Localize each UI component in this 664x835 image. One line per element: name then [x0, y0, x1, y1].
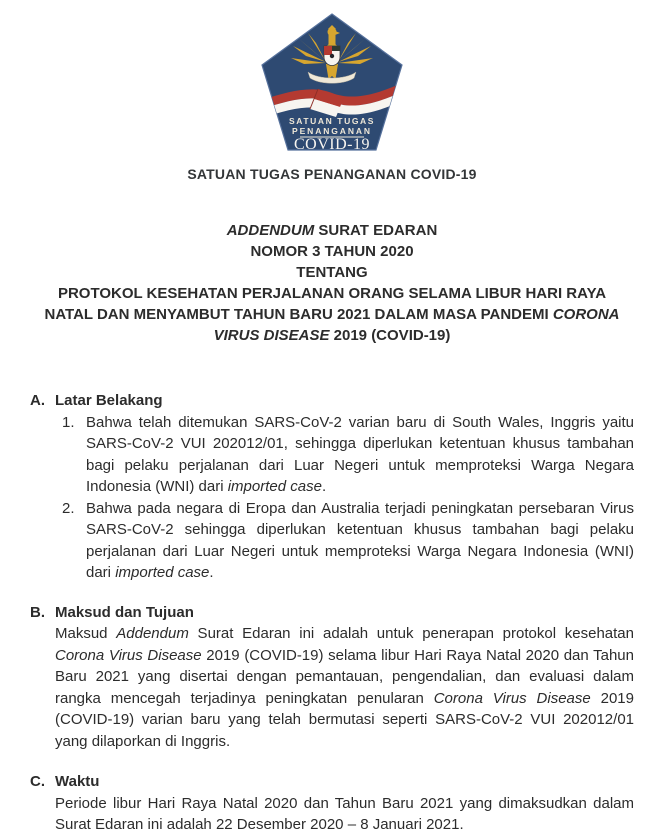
covid-task-force-logo-icon [256, 12, 408, 154]
title-line-5: NATAL DAN MENYAMBUT TAHUN BARU 2021 DALAM MASA PANDEMI CORONA [44, 306, 620, 323]
logo-caption: SATUAN TUGAS PENANGANAN COVID-19 [187, 166, 477, 182]
section-c-paragraph: Periode libur Hari Raya Natal 2020 dan Tahun Baru 2021 yang dimaksudkan dalam Surat Edaran ini adalah 22 Desember 2020 – 8 Januari 2021. [55, 794, 634, 833]
section-waktu [30, 771, 634, 835]
logo-header [30, 0, 634, 183]
list-item-2-text: Bahwa pada negara di Eropa dan Australia terjadi peningkatan persebaran Virus SARS-CoV-2 sehingga diperlukan ketentuan khusus tambahan bagi pelaku perjalanan dari Luar Negeri untuk memproteksi Warga Negara Indonesia (WNI) dari imported case. [86, 499, 634, 581]
logo-text-covid19: COVID-19 [294, 136, 370, 153]
title-line-2: NOMOR 3 TAHUN 2020 [250, 243, 414, 260]
list-item-1-number: 1. [62, 413, 75, 431]
section-b-title: Maksud dan Tujuan [55, 603, 194, 621]
list-item-2 [62, 498, 634, 584]
logo-text-satuan-tugas: SATUAN TUGAS [288, 116, 376, 126]
section-c-label: C. [30, 773, 45, 790]
section-c-heading [30, 771, 634, 793]
section-c-title: Waktu [55, 773, 100, 790]
pancasila-shield-icon [324, 46, 340, 66]
title-line-4: PROTOKOL KESEHATAN PERJALANAN ORANG SELAMA LIBUR HARI RAYA [57, 285, 607, 302]
title-line-6: VIRUS DISEASE 2019 (COVID-19) [213, 327, 451, 344]
title-line-3: TENTANG [296, 264, 368, 281]
document-title [30, 220, 634, 346]
section-b-label: B. [30, 603, 45, 621]
list-item-1 [62, 412, 634, 498]
section-maksud-dan-tujuan [30, 602, 634, 753]
list-item-2-number: 2. [62, 499, 75, 517]
logo-text-penanganan: PENANGANAN [292, 126, 372, 136]
list-item-1-text: Bahwa telah ditemukan SARS-CoV-2 varian baru di South Wales, Inggris yaitu SARS-CoV-2 VUI 202012/01, sehingga diperlukan ketentuan khusus tambahan bagi pelaku perjalanan dari Luar Negeri untuk memproteksi Warga Negara Indonesia (WNI) dari imported case. [86, 413, 634, 495]
title-line-1: ADDENDUM SURAT EDARAN [226, 222, 438, 239]
section-b-heading [30, 602, 634, 624]
section-latar-belakang [30, 390, 634, 584]
section-a-heading [30, 390, 634, 412]
section-a-title: Latar Belakang [55, 392, 163, 409]
section-a-label: A. [30, 392, 45, 409]
section-b-paragraph: Maksud Addendum Surat Edaran ini adalah untuk penerapan protokol kesehatan Corona Virus Disease 2019 (COVID-19) selama libur Hari Raya Natal 2020 dan Tahun Baru 2021 yang disertai dengan pemantauan, pengendalian, dan evaluasi dalam rangka mencegah terjadinya peningkatan penularan Corona Virus Disease 2019 (COVID-19) varian baru yang telah bermutasi seperti SARS-CoV-2 VUI 202012/01 yang dilaporkan di Inggris. [55, 625, 634, 750]
